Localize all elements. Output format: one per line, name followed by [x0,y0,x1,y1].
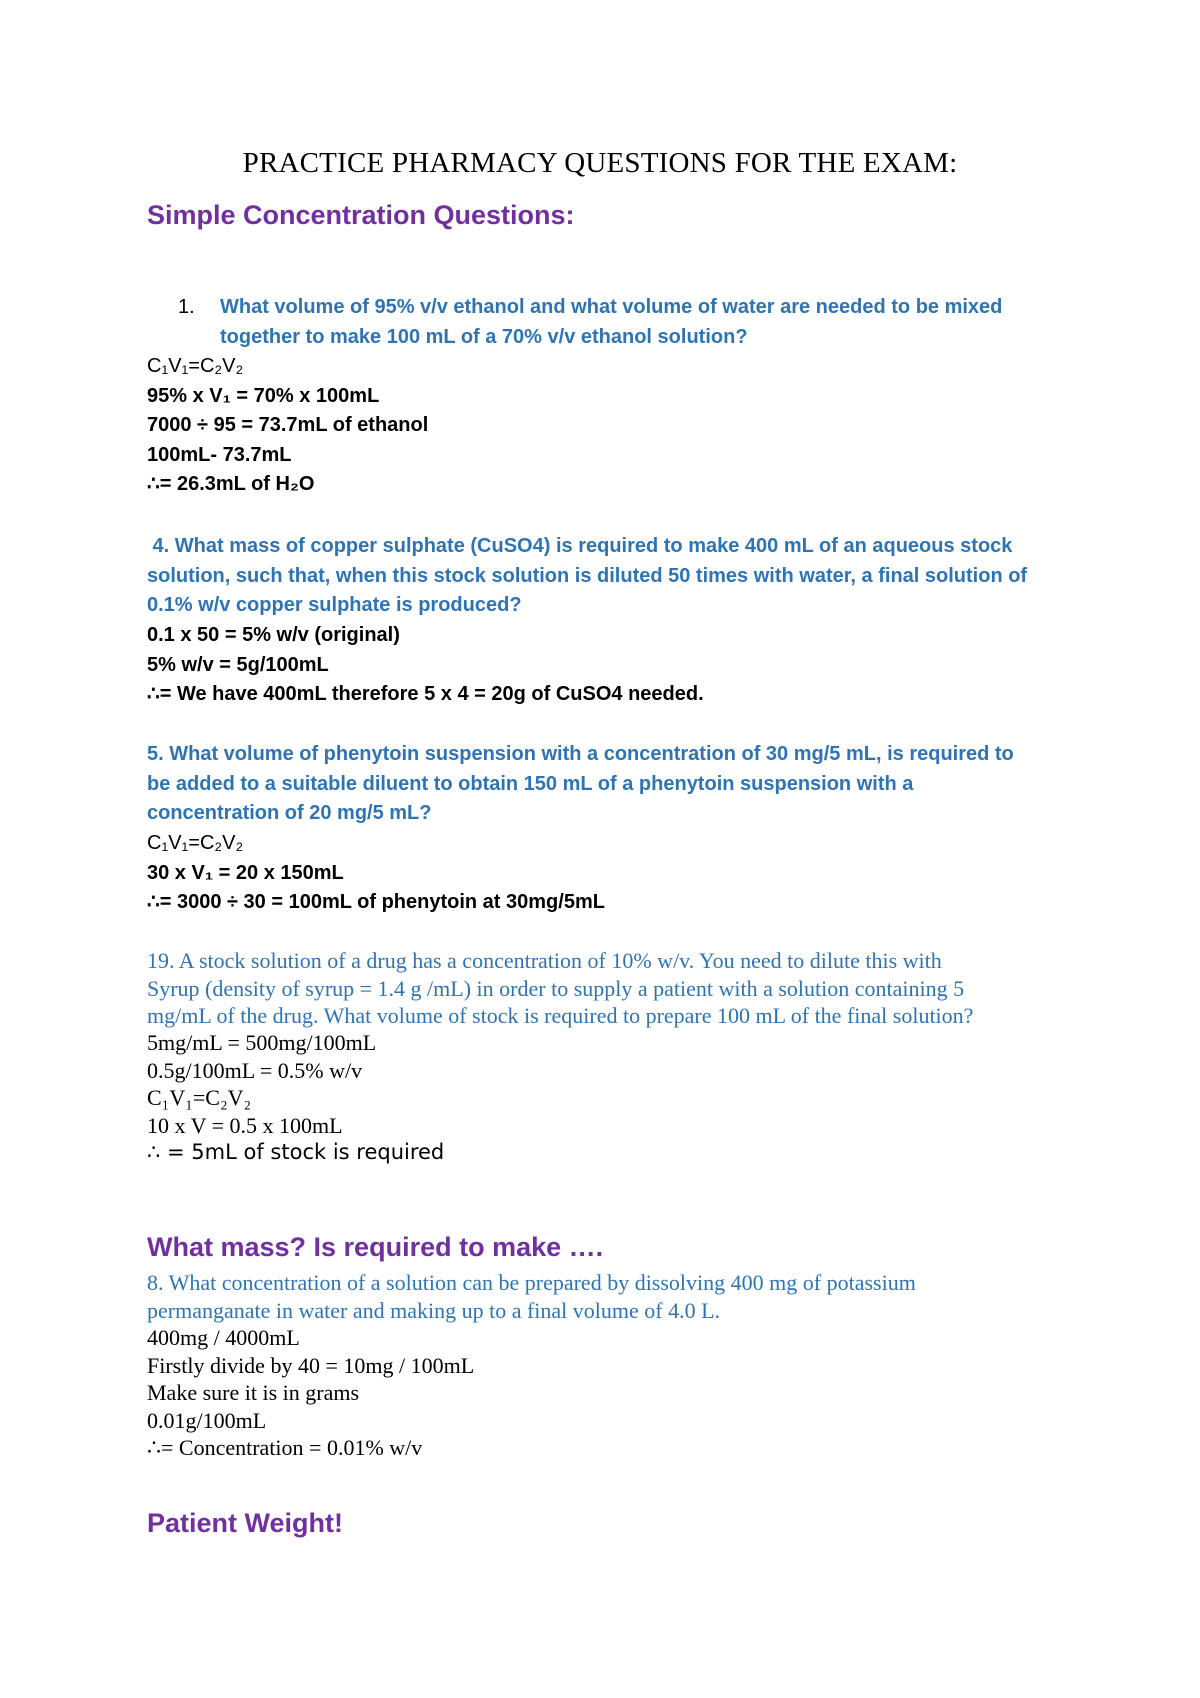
question-19-line: mg/mL of the drug. What volume of stock is required to prepare 100 mL of the final solution? [147,1003,974,1028]
working-line: 0.5g/100mL = 0.5% w/v [147,1057,363,1083]
question-4-working [147,621,1087,710]
section-heading-what-mass: What mass? Is required to make …. [147,1232,604,1262]
question-8-line: 8. What concentration of a solution can be prepared by dissolving 400 mg of potassium [147,1270,916,1295]
question-8-line: permanganate in water and making up to a final volume of 4.0 L. [147,1297,721,1323]
working-line: C₁V₁=C₂V₂ [147,1085,252,1110]
question-19-line: 19. A stock solution of a drug has a concentration of 10% w/v. You need to dilute this with [147,948,942,973]
question-1-working [147,352,1087,500]
working-line: 30 x V₁ = 20 x 150mL [147,861,344,884]
working-line: ∴= Concentration = 0.01% w/v [147,1435,423,1460]
working-conclusion: ∴ = 5mL of stock is required [147,1140,445,1164]
question-8-working [147,1324,1087,1462]
working-line: C₁V₁=C₂V₂ [147,355,244,377]
section-heading-patient-weight: Patient Weight! [147,1508,344,1538]
working-line: 7000 ÷ 95 = 73.7mL of ethanol [147,414,429,436]
question-8-text [147,1269,1087,1324]
question-1-number: 1. [178,296,195,318]
page-title: PRACTICE PHARMACY QUESTIONS FOR THE EXAM: [242,147,958,179]
question-1-line: What volume of 95% v/v ethanol and what volume of water are needed to be mixed [220,296,1003,318]
question-4-text [147,532,1087,621]
working-line: 0.1 x 50 = 5% w/v (original) [147,624,400,646]
working-line: C₁V₁=C₂V₂ [147,832,244,854]
working-line: 95% x V₁ = 70% x 100mL [147,384,380,407]
question-19-working [147,1029,1087,1167]
working-line: 10 x V = 0.5 x 100mL [147,1112,343,1138]
question-5-line: concentration of 20 mg/5 mL? [147,802,432,824]
working-line: 400mg / 4000mL [147,1325,300,1350]
question-4-line: 4. What mass of copper sulphate (CuSO4) is required to make 400 mL of an aqueous stock [147,535,1013,557]
working-line: 0.01g/100mL [147,1407,267,1433]
working-line: Firstly divide by 40 = 10mg / 100mL [147,1352,475,1378]
question-5-working [147,829,1087,918]
question-19-line: Syrup (density of syrup = 1.4 g /mL) in order to supply a patient with a solution containing 5 [147,975,965,1001]
question-4-line: 0.1% w/v copper sulphate is produced? [147,594,522,616]
working-line: 5% w/v = 5g/100mL [147,653,329,676]
question-19-text [147,947,1087,1030]
section-heading-simple-concentration: Simple Concentration Questions: [147,200,575,230]
working-line: Make sure it is in grams [147,1380,360,1405]
working-line: ∴= We have 400mL therefore 5 x 4 = 20g of CuSO4 needed. [147,683,704,705]
question-5-text [147,740,1087,829]
question-1-line: together to make 100 mL of a 70% v/v ethanol solution? [220,325,748,348]
working-line: 100mL- 73.7mL [147,443,292,466]
working-line: ∴= 3000 ÷ 30 = 100mL of phenytoin at 30mg/5mL [147,891,605,913]
question-5-line: 5. What volume of phenytoin suspension with a concentration of 30 mg/5 mL, is required to [147,743,1014,765]
question-5-line: be added to a suitable diluent to obtain 150 mL of a phenytoin suspension with a [147,772,914,795]
question-1-text [220,293,1100,352]
working-line: 5mg/mL = 500mg/100mL [147,1030,377,1055]
question-4-line: solution, such that, when this stock solution is diluted 50 times with water, a final solution of [147,564,1028,587]
working-line: ∴= 26.3mL of H₂O [147,473,315,495]
